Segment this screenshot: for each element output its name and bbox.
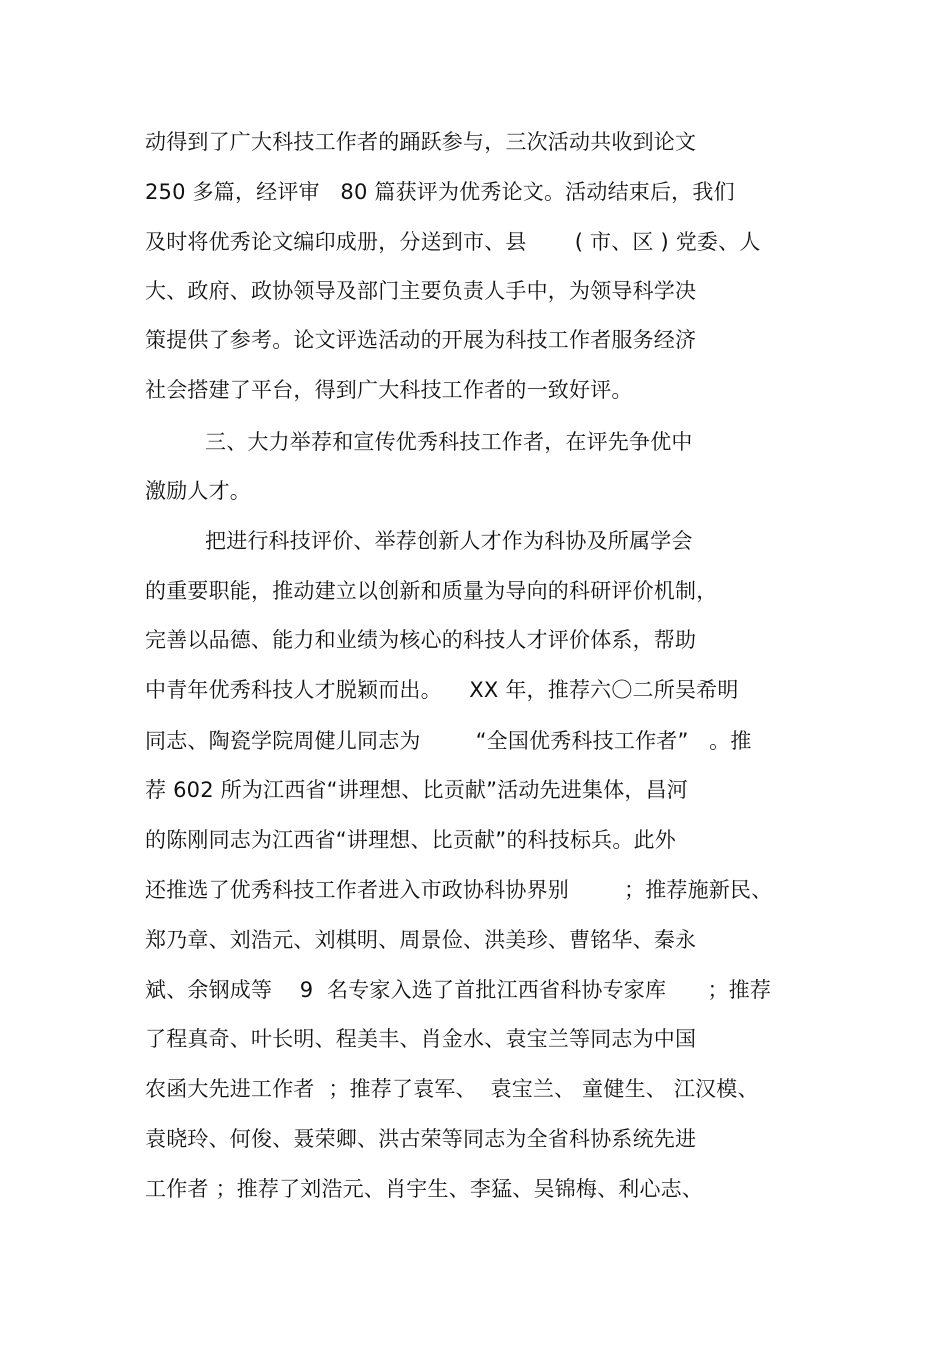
paragraph-line: 的陈刚同志为江西省“讲理想、比贡献”的科技标兵。此外 [145,828,676,852]
paragraph-line: 中青年优秀科技人才脱颖而出。 XX 年，推荐六〇二所吴希明 [145,678,739,702]
paragraph-line: 工作者 ；推荐了刘浩元、肖宇生、李猛、吴锦梅、利心志、 [145,1177,704,1201]
paragraph-line: 同志、陶瓷学院周健儿同志为 “全国优秀科技工作者” 。推 [145,729,752,753]
paragraph-line: 策提供了参考。论文评选活动的开展为科技工作者服务经济 [145,328,697,352]
paragraph-line: 大、政府、政协领导及部门主要负责人手中，为领导科学决 [145,279,697,303]
paragraph-line: 及时将优秀论文编印成册，分送到市、县 ( 市、区 ) 党委、人 [145,230,761,254]
paragraph-line: 动得到了广大科技工作者的踊跃参与，三次活动共收到论文 [145,130,697,154]
paragraph-line: 把进行科技评价、举荐创新人才作为科协及所属学会 [205,529,693,553]
paragraph-line: 郑乃章、刘浩元、刘棋明、周景俭、洪美珍、曹铭华、秦永 [145,928,697,952]
paragraph-line: 的重要职能，推动建立以创新和质量为导向的科研评价机制， [145,579,718,603]
paragraph-line: 完善以品德、能力和业绩为核心的科技人才评价体系，帮助 [145,628,697,652]
paragraph-line: 社会搭建了平台，得到广大科技工作者的一致好评。 [145,378,633,402]
paragraph-line: 还推选了优秀科技工作者进入市政协科协界别 ；推荐施新民、 [145,878,773,902]
paragraph-line: 了程真奇、叶长明、程美丰、肖金水、袁宝兰等同志为中国 [145,1027,697,1051]
paragraph-line: 荐 602 所为江西省“讲理想、比贡献”活动先进集体，昌河 [145,778,688,802]
paragraph-line: 农函大先进工作者 ；推荐了袁军、 袁宝兰、 童健生、 江汉模、 [145,1077,759,1101]
section-heading-line: 三、大力举荐和宣传优秀科技工作者，在评先争优中 [205,430,693,454]
section-heading-line: 激励人才。 [145,479,251,503]
paragraph-line: 250 多篇，经评审 80 篇获评为优秀论文。活动结束后，我们 [145,180,735,204]
paragraph-line: 斌、余钢成等 9 名专家入选了首批江西省科协专家库 ；推荐 [145,978,772,1002]
paragraph-line: 袁晓玲、何俊、聂荣卿、洪古荣等同志为全省科协系统先进 [145,1127,697,1151]
